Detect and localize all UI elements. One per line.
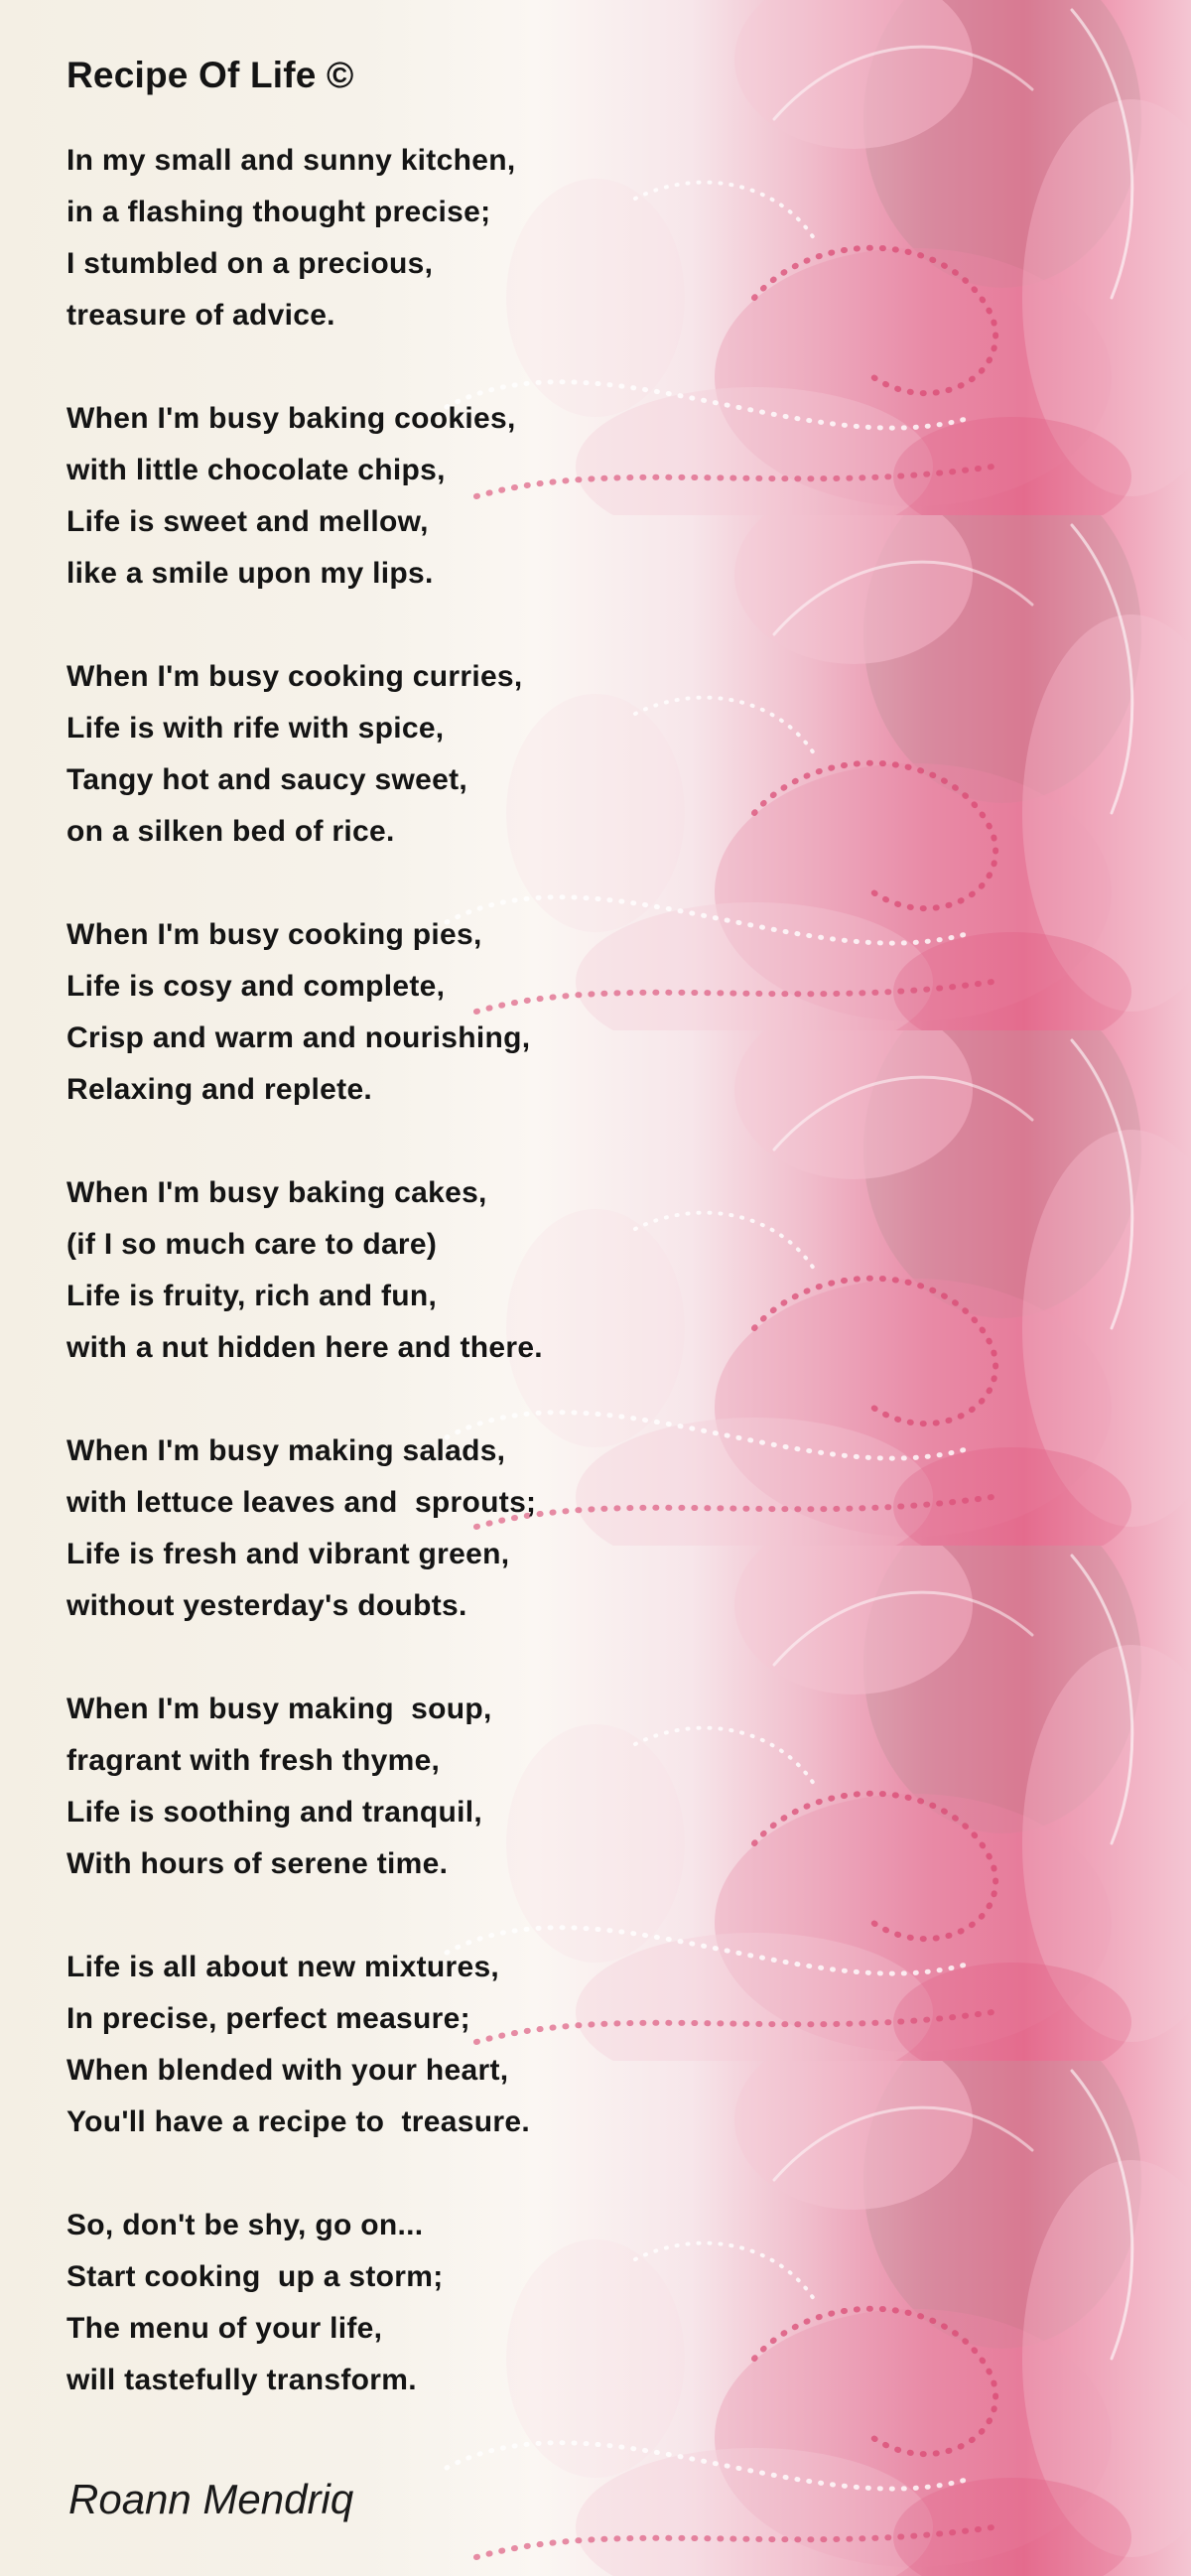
stanza <box>66 1684 761 1890</box>
poem-line: Crisp and warm and nourishing, <box>66 1021 531 1054</box>
poem-line: treasure of advice. <box>66 299 335 332</box>
poem-line: In my small and sunny kitchen, <box>66 144 516 177</box>
poem-line: Start cooking up a storm; <box>66 2260 444 2293</box>
poem-line: on a silken bed of rice. <box>66 815 395 848</box>
stanza <box>66 393 761 600</box>
poem-line: without yesterday's doubts. <box>66 1589 467 1622</box>
stanza <box>66 651 761 858</box>
poem-line: Life is cosy and complete, <box>66 970 446 1003</box>
poem-line: (if I so much care to dare) <box>66 1228 438 1261</box>
poem-line: When I'm busy cooking pies, <box>66 918 482 951</box>
stanza <box>66 1942 761 2148</box>
poem-line: like a smile upon my lips. <box>66 557 434 590</box>
poem-line: When I'm busy baking cakes, <box>66 1176 487 1209</box>
poem-line: Tangy hot and saucy sweet, <box>66 763 468 796</box>
poem-line: with a nut hidden here and there. <box>66 1331 543 1364</box>
poem-line: with lettuce leaves and sprouts; <box>66 1486 537 1519</box>
stanza <box>66 1425 761 1632</box>
stanza <box>66 909 761 1116</box>
poem-line: with little chocolate chips, <box>66 454 446 486</box>
poem-line: When blended with your heart, <box>66 2054 509 2087</box>
stanza <box>66 1167 761 1374</box>
poem-line: I stumbled on a precious, <box>66 247 434 280</box>
poem-line: Life is fruity, rich and fun, <box>66 1280 438 1312</box>
poem-line: When I'm busy cooking curries, <box>66 660 523 693</box>
poem-line: When I'm busy making salads, <box>66 1434 506 1467</box>
poem-line: Life is with rife with spice, <box>66 712 445 745</box>
poem-body <box>66 135 761 2406</box>
poem-line: So, don't be shy, go on... <box>66 2209 424 2241</box>
stanza <box>66 2200 761 2406</box>
poem-line: fragrant with fresh thyme, <box>66 1744 441 1777</box>
author-signature: Roann Mendriq <box>68 2476 354 2522</box>
poem-line: When I'm busy baking cookies, <box>66 402 516 435</box>
poem <box>66 46 761 2458</box>
poem-line: Life is fresh and vibrant green, <box>66 1538 510 1570</box>
poem-line: When I'm busy making soup, <box>66 1693 492 1725</box>
poem-line: With hours of serene time. <box>66 1847 449 1880</box>
poem-line: In precise, perfect measure; <box>66 2002 470 2035</box>
poem-line: will tastefully transform. <box>66 2364 417 2396</box>
poem-line: in a flashing thought precise; <box>66 196 491 228</box>
stanza <box>66 135 761 341</box>
poem-line: The menu of your life, <box>66 2312 383 2345</box>
poem-line: Life is soothing and tranquil, <box>66 1796 482 1829</box>
poem-title: Recipe Of Life © <box>66 55 354 95</box>
poem-line: Relaxing and replete. <box>66 1073 373 1106</box>
poem-line: Life is sweet and mellow, <box>66 505 429 538</box>
poem-line: You'll have a recipe to treasure. <box>66 2105 530 2138</box>
poem-line: Life is all about new mixtures, <box>66 1951 500 1983</box>
